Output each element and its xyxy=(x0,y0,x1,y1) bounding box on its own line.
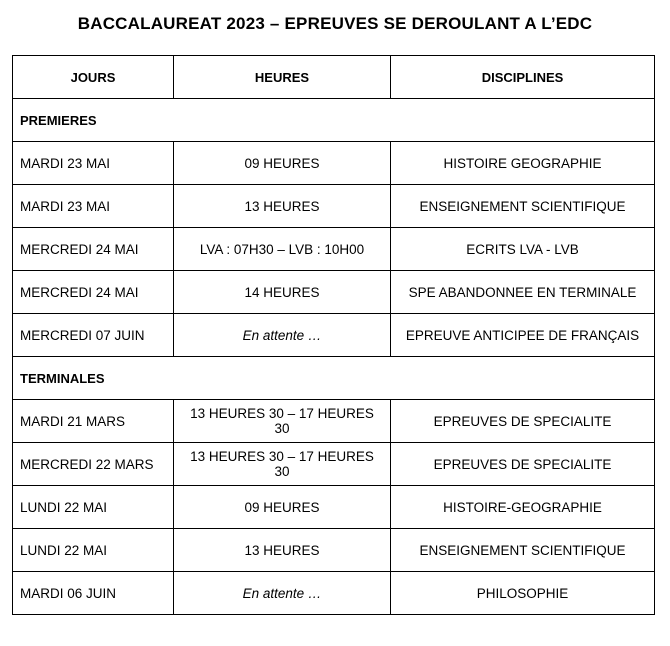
day-cell: LUNDI 22 MAI xyxy=(13,529,174,572)
hour-cell: 09 HEURES xyxy=(174,486,391,529)
header-row xyxy=(13,56,655,99)
exam-schedule-table xyxy=(12,55,655,615)
section-title: PREMIERES xyxy=(13,99,655,142)
table-row xyxy=(13,486,655,529)
table-row xyxy=(13,443,655,486)
discipline-cell: SPE ABANDONNEE EN TERMINALE xyxy=(391,271,655,314)
discipline-cell: ECRITS LVA - LVB xyxy=(391,228,655,271)
column-header-disciplines: DISCIPLINES xyxy=(391,56,655,99)
discipline-cell: EPREUVE ANTICIPEE DE FRANÇAIS xyxy=(391,314,655,357)
discipline-cell: EPREUVES DE SPECIALITE xyxy=(391,400,655,443)
discipline-cell: ENSEIGNEMENT SCIENTIFIQUE xyxy=(391,529,655,572)
discipline-cell: PHILOSOPHIE xyxy=(391,572,655,615)
column-header-hours: HEURES xyxy=(174,56,391,99)
table-row xyxy=(13,142,655,185)
day-cell: MERCREDI 24 MAI xyxy=(13,228,174,271)
discipline-cell: EPREUVES DE SPECIALITE xyxy=(391,443,655,486)
discipline-cell: HISTOIRE GEOGRAPHIE xyxy=(391,142,655,185)
page-title: BACCALAUREAT 2023 – EPREUVES SE DEROULANT A L’EDC xyxy=(77,14,593,33)
day-cell: MARDI 21 MARS xyxy=(13,400,174,443)
discipline-cell: HISTOIRE-GEOGRAPHIE xyxy=(391,486,655,529)
table-row xyxy=(13,185,655,228)
day-cell: MARDI 23 MAI xyxy=(13,185,174,228)
table-row xyxy=(13,529,655,572)
column-header-days: JOURS xyxy=(13,56,174,99)
day-cell: LUNDI 22 MAI xyxy=(13,486,174,529)
hour-cell: 13 HEURES 30 – 17 HEURES 30 xyxy=(174,400,391,443)
hour-cell-pending: En attente … xyxy=(174,572,391,615)
section-title: TERMINALES xyxy=(13,357,655,400)
hour-cell: 09 HEURES xyxy=(174,142,391,185)
section-row-premieres xyxy=(13,99,655,142)
hour-cell: LVA : 07H30 – LVB : 10H00 xyxy=(174,228,391,271)
day-cell: MARDI 06 JUIN xyxy=(13,572,174,615)
section-row-terminales xyxy=(13,357,655,400)
hour-cell: 13 HEURES xyxy=(174,529,391,572)
hour-cell: 14 HEURES xyxy=(174,271,391,314)
day-cell: MERCREDI 24 MAI xyxy=(13,271,174,314)
discipline-cell: ENSEIGNEMENT SCIENTIFIQUE xyxy=(391,185,655,228)
table-row xyxy=(13,400,655,443)
day-cell: MARDI 23 MAI xyxy=(13,142,174,185)
hour-cell-pending: En attente … xyxy=(174,314,391,357)
table-row xyxy=(13,572,655,615)
table-row xyxy=(13,314,655,357)
day-cell: MERCREDI 22 MARS xyxy=(13,443,174,486)
hour-cell: 13 HEURES xyxy=(174,185,391,228)
table-row xyxy=(13,228,655,271)
hour-cell: 13 HEURES 30 – 17 HEURES 30 xyxy=(174,443,391,486)
table-row xyxy=(13,271,655,314)
day-cell: MERCREDI 07 JUIN xyxy=(13,314,174,357)
